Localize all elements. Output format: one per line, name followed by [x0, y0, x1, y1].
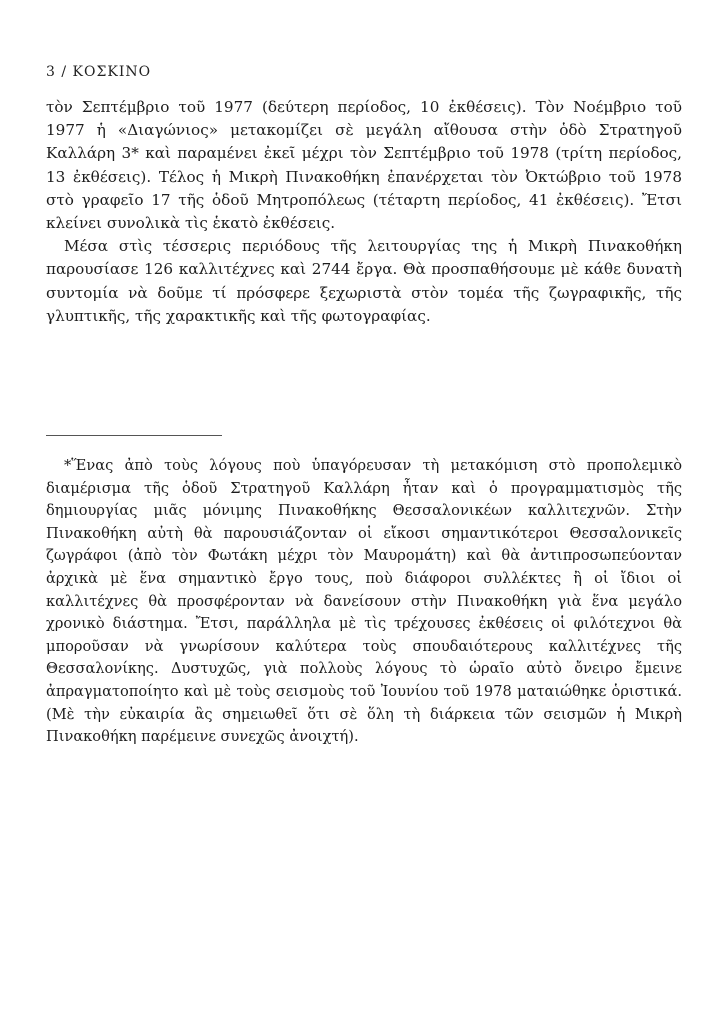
main-text: [46, 96, 682, 328]
body-paragraph-2: Μέσα στὶς τέσσερις περιόδους τῆς λειτουργίας της ἡ Μικρὴ Πινακοθήκη παρουσίασε 126 καλλιτέχνες καὶ 2744 ἔργα. Θὰ προσπαθήσουμε μὲ κάθε δυνατὴ συντομία νὰ δοῦμε τί πρόσφερε ξεχωριστὰ στὸν τομέα τῆς ζωγραφικῆς, τῆς γλυπτικῆς, τῆς χαρακτικῆς καὶ τῆς φωτογραφίας.: [46, 237, 682, 325]
footnote: *Ἕνας ἀπὸ τοὺς λόγους ποὺ ὑπαγόρευσαν τὴ μετακόμιση στὸ προπολεμικὸ διαμέρισμα τῆς ὁδοῦ Στρατηγοῦ Καλλάρη ἦταν καὶ ὁ προγραμματισμὸς τῆς δημιουργίας μιᾶς μόνιμης Πινακοθήκης Θεσσαλονικέων καλλιτεχνῶν. Στὴν Πινακοθήκη αὐτὴ θὰ παρουσιάζονταν οἱ εἴκοσι σημαντικότεροι Θεσσαλονικεῖς ζωγράφοι (ἀπὸ τὸν Φωτάκη μέχρι τὸν Μαυρομάτη) καὶ θὰ ἀντιπροσωπεύονταν ἀρχικὰ μὲ ἕνα σημαντικὸ ἔργο τους, ποὺ διάφοροι συλλέκτες ἢ οἱ ἴδιοι οἱ καλλιτέχνες θὰ προσφέρονταν νὰ δανείσουν στὴν Πινακοθήκη γιὰ ἕνα μεγάλο χρονικὸ διάστημα. Ἔτσι, παράλληλα μὲ τὶς τρέχουσες ἐκθέσεις οἱ φιλότεχνοι θὰ μποροῦσαν νὰ γνωρίσουν καλύτερα τοὺς σπουδαιότερους καλλιτέχνες τῆς Θεσσαλονίκης. Δυστυχῶς, γιὰ πολλοὺς λόγους τὸ ὡραῖο αὐτὸ ὄνειρο ἔμεινε ἀπραγματοποίητο καὶ μὲ τοὺς σεισμοὺς τοῦ Ἰουνίου τοῦ 1978 ματαιώθηκε ὁριστικά. (Μὲ τὴν εὐκαιρία ἂς σημειωθεῖ ὅτι σὲ ὅλη τὴ διάρκεια τῶν σεισμῶν ἡ Μικρὴ Πινακοθήκη παρέμεινε συνεχῶς ἀνοιχτή).: [46, 457, 682, 746]
footnote-divider: [46, 435, 222, 436]
running-head: 3 / ΚΟΣΚΙΝΟ: [46, 64, 152, 80]
body-paragraph-1: τὸν Σεπτέμβριο τοῦ 1977 (δεύτερη περίοδος, 10 ἐκθέσεις). Τὸν Νοέμβριο τοῦ 1977 ἡ «Διαγώνιος» μετακομίζει σὲ μεγάλη αἴθουσα στὴν ὁδὸ Στρατηγοῦ Καλλάρη 3* καὶ παραμένει ἐκεῖ μέχρι τὸν Σεπτέμβριο τοῦ 1978 (τρίτη περίοδος, 13 ἐκθέσεις). Τέλος ἡ Μικρὴ Πινακοθήκη ἐπανέρχεται τὸν Ὀκτώβριο τοῦ 1978 στὸ γραφεῖο 17 τῆς ὁδοῦ Μητροπόλεως (τέταρτη περίοδος, 41 ἐκθέσεις). Ἔτσι κλείνει συνολικὰ τὶς ἑκατὸ ἐκθέσεις.: [46, 98, 682, 233]
